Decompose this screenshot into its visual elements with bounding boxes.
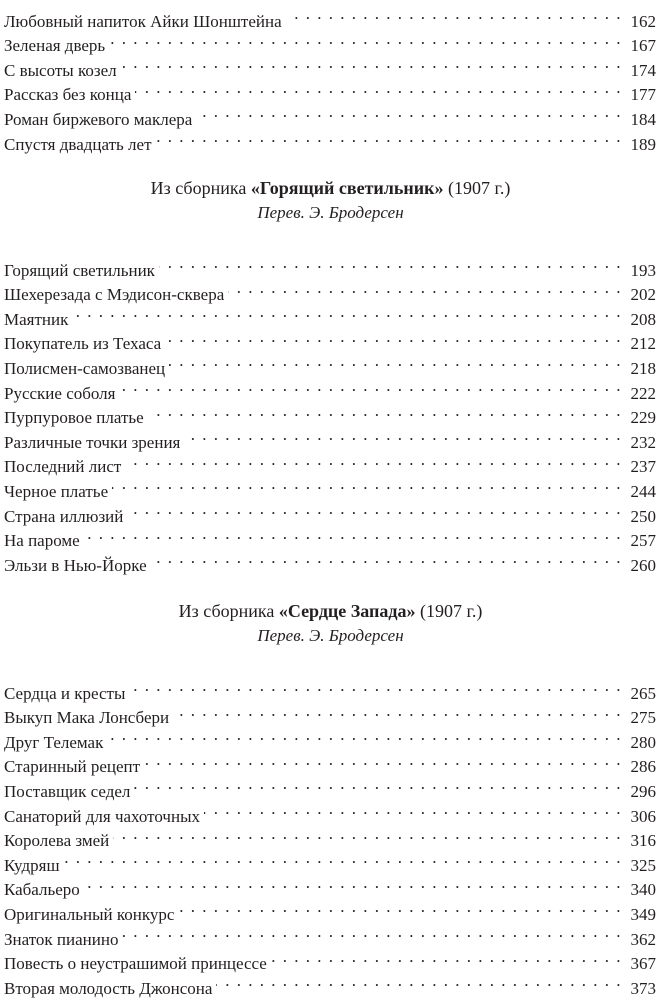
dot-leader bbox=[178, 895, 622, 920]
dot-leader bbox=[144, 748, 622, 773]
toc-entry[interactable] bbox=[4, 846, 656, 875]
dot-leader bbox=[286, 2, 622, 27]
collection-title: «Сердце Запада» bbox=[278, 601, 416, 621]
toc-entry-title: Русские соболя bbox=[4, 383, 116, 403]
toc-entry-page-number: 229 bbox=[630, 408, 656, 428]
dot-leader bbox=[216, 969, 622, 994]
toc-entry-page-number: 340 bbox=[630, 880, 656, 900]
dot-leader bbox=[159, 251, 622, 276]
toc-entry-title: Вторая молодость Джонсона bbox=[4, 978, 213, 998]
toc-entry-title: Знаток пианино bbox=[4, 929, 119, 949]
collection-title: «Горящий светильник» bbox=[250, 178, 444, 198]
toc-entry-title: С высоты козел bbox=[4, 60, 117, 80]
toc-entry-page-number: 362 bbox=[630, 929, 656, 949]
dot-leader bbox=[112, 472, 622, 497]
toc-entry-title: Санаторий для чахоточных bbox=[4, 806, 200, 826]
toc-entry-page-number: 286 bbox=[630, 757, 656, 777]
toc-entry-page-number: 275 bbox=[630, 708, 656, 728]
dot-leader bbox=[84, 871, 622, 896]
dot-leader bbox=[165, 325, 622, 350]
dot-leader bbox=[125, 448, 622, 473]
dot-leader bbox=[127, 497, 622, 522]
dot-leader bbox=[119, 374, 622, 399]
dot-leader bbox=[204, 797, 622, 822]
toc-entry-page-number: 237 bbox=[630, 457, 656, 477]
toc-entry-title: Роман биржевого маклера bbox=[4, 109, 193, 129]
section-year: (1907 г.) bbox=[443, 178, 511, 198]
section-year: (1907 г.) bbox=[415, 601, 483, 621]
toc-entry-title: Полисмен-самозванец bbox=[4, 358, 166, 378]
toc-entry-title: Рассказ без конца bbox=[4, 85, 132, 105]
toc-entry-page-number: 184 bbox=[630, 109, 656, 129]
toc-entry-title: Любовный напиток Айки Шонштейна bbox=[4, 11, 282, 31]
dot-leader bbox=[113, 822, 622, 847]
dot-leader bbox=[148, 399, 622, 424]
toc-list-group1 bbox=[4, 2, 656, 154]
toc-entry-title: Черное платье bbox=[4, 481, 109, 501]
toc-entry[interactable] bbox=[4, 674, 656, 703]
toc-entry-page-number: 177 bbox=[630, 85, 656, 105]
toc-entry-title: Сердца и кресты bbox=[4, 683, 126, 703]
dot-leader bbox=[107, 723, 622, 748]
toc-entry-title: Королева змей bbox=[4, 831, 110, 851]
toc-entry[interactable] bbox=[4, 251, 656, 280]
toc-entry-page-number: 162 bbox=[630, 11, 656, 31]
toc-entry-page-number: 260 bbox=[630, 555, 656, 575]
toc-entry-page-number: 316 bbox=[630, 831, 656, 851]
translator-credit: Перев. Э. Бродерсен bbox=[257, 626, 404, 645]
dot-leader bbox=[121, 51, 622, 76]
toc-entry-page-number: 193 bbox=[630, 260, 656, 280]
toc-entry-title: Покупатель из Техаса bbox=[4, 334, 162, 354]
toc-entry-title: На пароме bbox=[4, 531, 80, 551]
toc-entry-page-number: 174 bbox=[630, 60, 656, 80]
toc-entry[interactable] bbox=[4, 300, 656, 329]
toc-entry-title: Оригинальный конкурс bbox=[4, 904, 175, 924]
toc-entry-title: Поставщик седел bbox=[4, 781, 131, 801]
toc-entry-page-number: 306 bbox=[630, 806, 656, 826]
translator-credit: Перев. Э. Бродерсен bbox=[257, 203, 404, 222]
toc-list-burning-lamp bbox=[4, 251, 656, 575]
dot-leader bbox=[84, 522, 622, 547]
section-prefix: Из сборника bbox=[178, 601, 279, 621]
toc-entry-title: Повесть о неустрашимой принцессе bbox=[4, 954, 267, 974]
toc-entry-page-number: 232 bbox=[630, 432, 656, 452]
dot-leader bbox=[134, 772, 622, 797]
toc-entry-title: Зеленая дверь bbox=[4, 36, 106, 56]
toc-entry-title: Страна иллюзий bbox=[4, 506, 124, 526]
toc-entry-title: Пурпуровое платье bbox=[4, 408, 144, 428]
toc-entry-title: Старинный рецепт bbox=[4, 757, 141, 777]
toc-entry[interactable] bbox=[4, 2, 656, 31]
dot-leader bbox=[169, 349, 622, 374]
toc-entry-page-number: 367 bbox=[630, 954, 656, 974]
dot-leader bbox=[122, 920, 622, 945]
section-prefix: Из сборника bbox=[150, 178, 251, 198]
toc-entry-title: Горящий светильник bbox=[4, 260, 155, 280]
toc-entry[interactable] bbox=[4, 522, 656, 551]
toc-entry-title: Спустя двадцать лет bbox=[4, 134, 152, 154]
toc-entry[interactable] bbox=[4, 895, 656, 924]
toc-entry-page-number: 257 bbox=[630, 531, 656, 551]
toc-entry-page-number: 280 bbox=[630, 732, 656, 752]
toc-entry-title: Друг Телемак bbox=[4, 732, 104, 752]
toc-entry-title: Эльзи в Нью-Йорке bbox=[4, 555, 147, 575]
dot-leader bbox=[228, 276, 622, 301]
toc-entry-page-number: 325 bbox=[630, 855, 656, 875]
toc-entry-page-number: 189 bbox=[630, 134, 656, 154]
toc-entry-page-number: 218 bbox=[630, 358, 656, 378]
toc-entry-page-number: 296 bbox=[630, 781, 656, 801]
dot-leader bbox=[196, 100, 622, 125]
dot-leader bbox=[109, 27, 622, 52]
toc-entry-page-number: 212 bbox=[630, 334, 656, 354]
toc-entry-page-number: 250 bbox=[630, 506, 656, 526]
toc-entry-page-number: 244 bbox=[630, 481, 656, 501]
toc-entry-page-number: 208 bbox=[630, 309, 656, 329]
toc-entry-page-number: 265 bbox=[630, 683, 656, 703]
section-heading-heart-of-west bbox=[0, 599, 661, 623]
dot-leader bbox=[72, 300, 622, 325]
toc-entry-page-number: 167 bbox=[630, 36, 656, 56]
toc-list-heart-of-west bbox=[4, 674, 656, 998]
toc-entry-title: Шехерезада с Мэдисон-сквера bbox=[4, 285, 225, 305]
dot-leader bbox=[135, 76, 622, 101]
dot-leader bbox=[129, 674, 622, 699]
dot-leader bbox=[64, 846, 622, 871]
dot-leader bbox=[271, 945, 622, 970]
toc-entry-title: Кудряш bbox=[4, 855, 60, 875]
toc-entry-title: Маятник bbox=[4, 309, 69, 329]
dot-leader bbox=[151, 546, 622, 571]
toc-entry-title: Различные точки зрения bbox=[4, 432, 181, 452]
toc-entry[interactable] bbox=[4, 325, 656, 354]
toc-entry[interactable] bbox=[4, 546, 656, 575]
dot-leader bbox=[184, 423, 622, 448]
toc-entry[interactable] bbox=[4, 871, 656, 900]
toc-entry-page-number: 202 bbox=[630, 285, 656, 305]
dot-leader bbox=[173, 699, 622, 724]
toc-entry-title: Последний лист bbox=[4, 457, 122, 477]
toc-entry-page-number: 349 bbox=[630, 904, 656, 924]
toc-entry-title: Кабальеро bbox=[4, 880, 80, 900]
dot-leader bbox=[156, 125, 623, 150]
section-heading-burning-lamp bbox=[0, 176, 661, 200]
toc-entry-title: Выкуп Мака Лонсбери bbox=[4, 708, 170, 728]
toc-entry-page-number: 373 bbox=[630, 978, 656, 998]
toc-entry-page-number: 222 bbox=[630, 383, 656, 403]
